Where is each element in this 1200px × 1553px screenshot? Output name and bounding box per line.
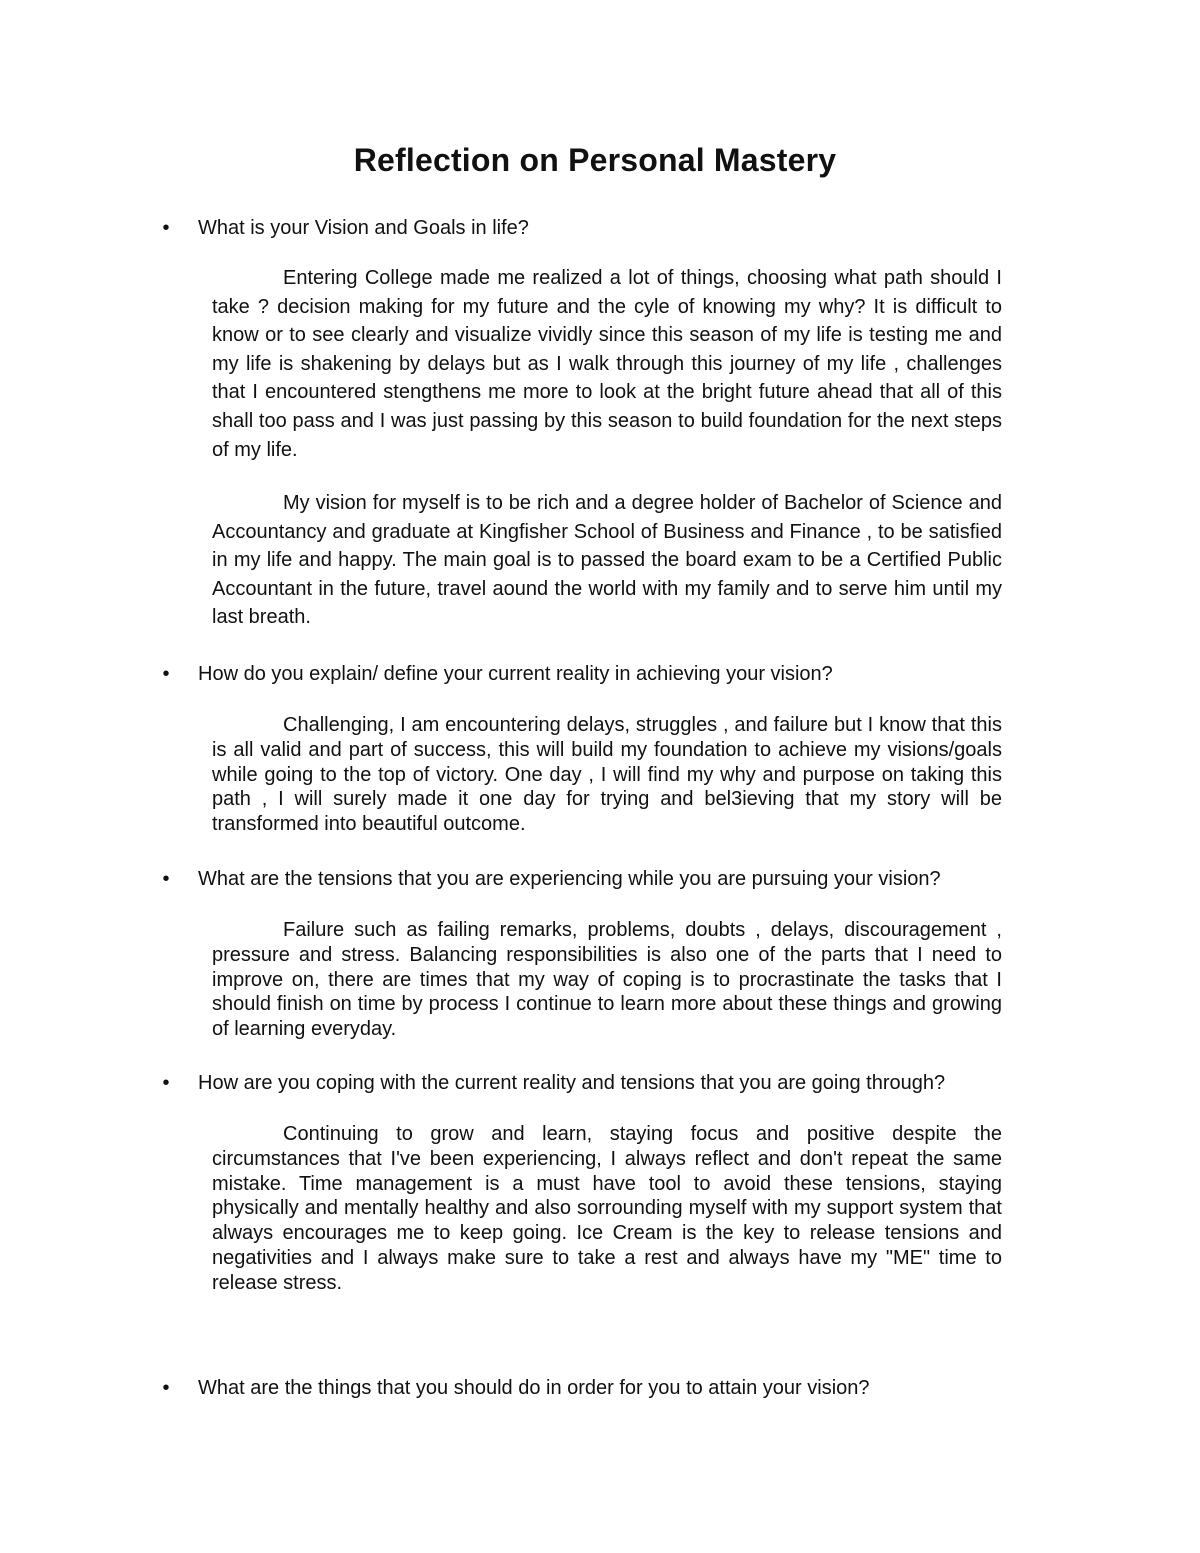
bullet-icon: •	[162, 663, 170, 685]
answer-paragraph: Failure such as failing remarks, problems, doubts , delays, discouragement , pressure and stress. Balancing responsibilities is also one of the parts that I need to improve on, there are times that my way of coping is to procrastinate the tasks that I should finish on time by process I continue to learn more about these things and growing of learning everyday.	[212, 919, 1002, 1041]
question-text: What is your Vision and Goals in life?	[198, 217, 529, 239]
answer-paragraph: Entering College made me realized a lot of things, choosing what path should I take ? decision making for my future and the cyle of knowing my why? It is difficult to know or to see clearly and visualize vividly since this season of my life is testing me and my life is shakening by delays but as I walk through this journey of my life , challenges that I encountered stengthens me more to look at the bright future ahead that all of this shall too pass and I was just passing by this season to build foundation for the next steps of my life.	[212, 267, 1002, 461]
document-title: Reflection on Personal Mastery	[353, 142, 837, 178]
question-text: How are you coping with the current reality and tensions that you are going through?	[198, 1072, 946, 1094]
bullet-icon: •	[162, 217, 170, 239]
bullet-icon: •	[162, 1377, 170, 1399]
question-text: What are the tensions that you are experiencing while you are pursuing your vision?	[198, 868, 941, 890]
answer-paragraph: Challenging, I am encountering delays, struggles , and failure but I know that this is all valid and part of success, this will build my foundation to achieve my visions/goals while going to the top of victory. One day , I will find my why and purpose on taking this path , I will surely made it one day for trying and bel3ieving that my story will be transformed into beautiful outcome.	[212, 714, 1002, 836]
bullet-icon: •	[162, 868, 170, 890]
question-text: How do you explain/ define your current reality in achieving your vision?	[198, 663, 833, 685]
answer-paragraph: Continuing to grow and learn, staying focus and positive despite the circumstances that I've been experiencing, I always reflect and don't repeat the same mistake. Time management is a must have tool to avoid these tensions, staying physically and mentally healthy and also sorrounding myself with my support system that always encourages me to keep going. Ice Cream is the key to release tensions and negativities and I always make sure to take a rest and always have my "ME" time to release stress.	[212, 1123, 1002, 1294]
answer-paragraph: My vision for myself is to be rich and a degree holder of Bachelor of Science and Accountancy and graduate at Kingfisher School of Business and Finance , to be satisfied in my life and happy. The main goal is to passed the board exam to be a Certified Public Accountant in the future, travel aound the world with my family and to serve him until my last breath.	[212, 492, 1002, 629]
question-text: What are the things that you should do in order for you to attain your vision?	[198, 1377, 870, 1399]
bullet-icon: •	[162, 1072, 170, 1094]
